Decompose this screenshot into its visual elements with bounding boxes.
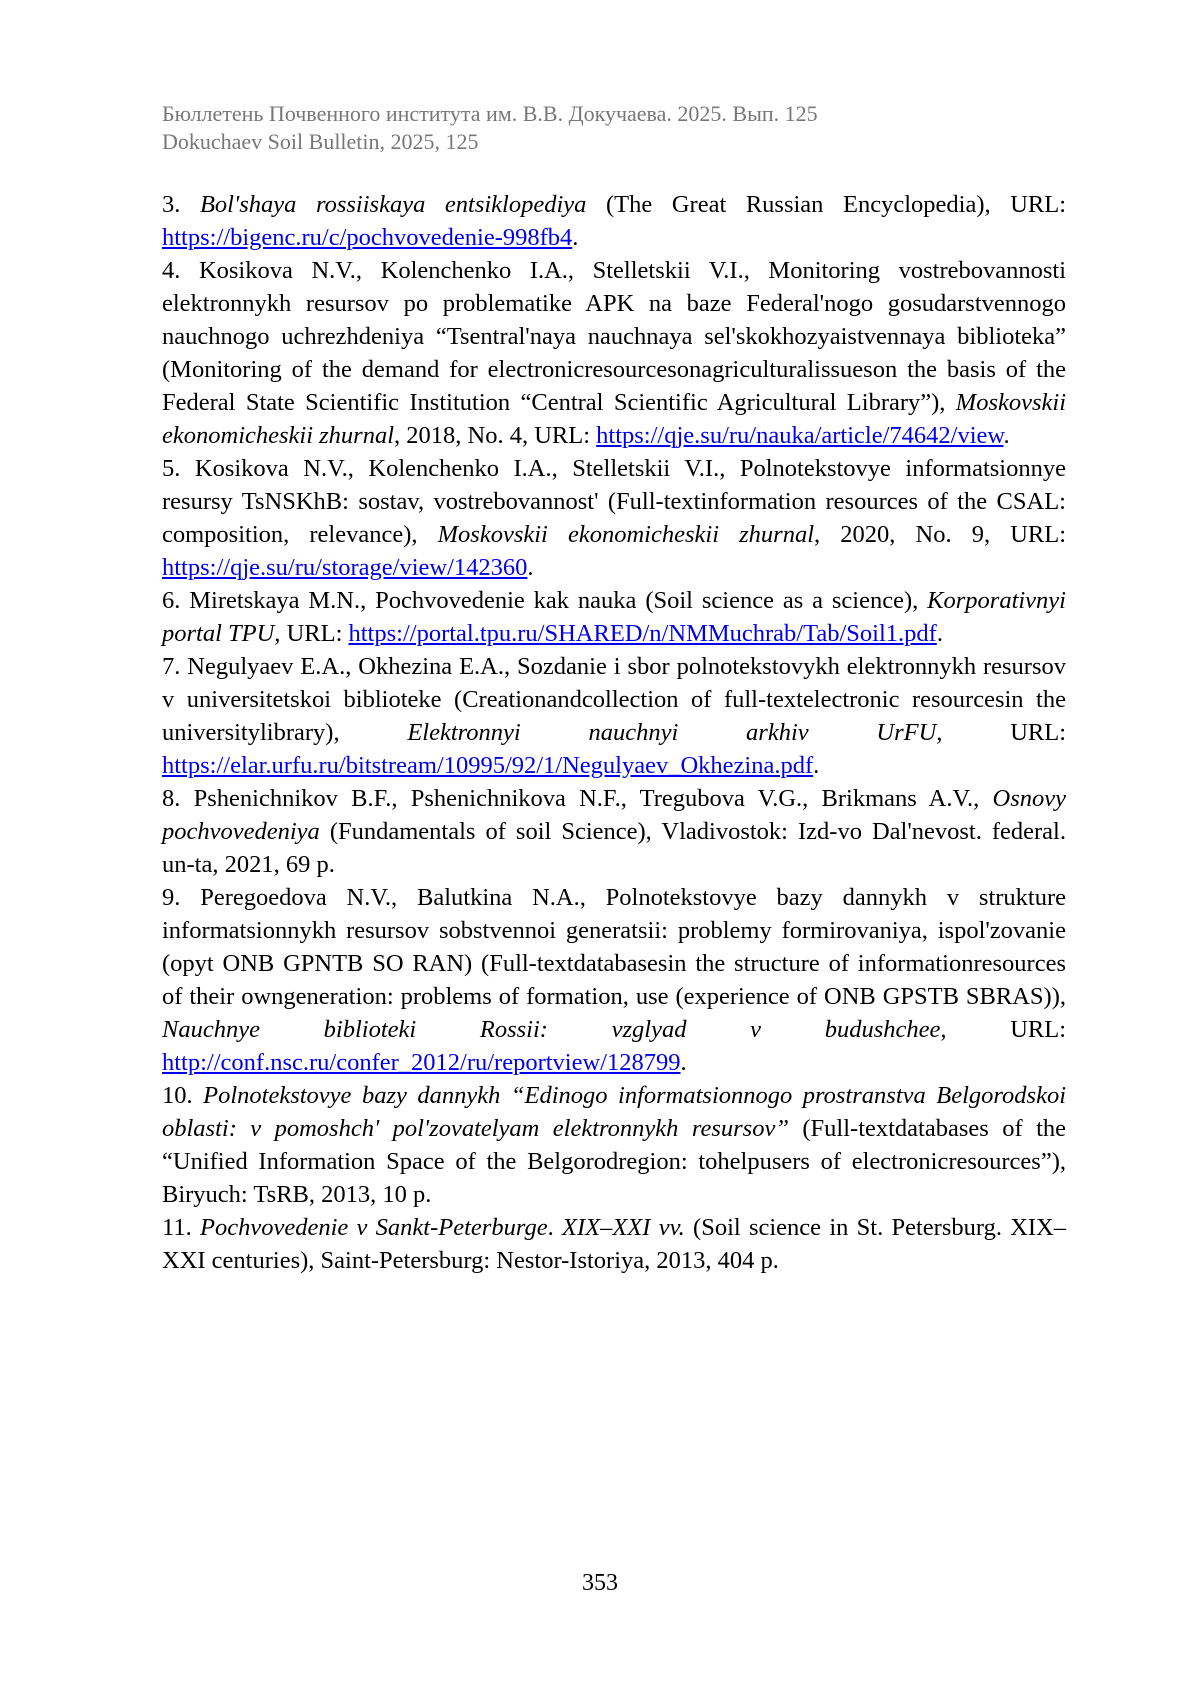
reference-number: 5. [162,455,181,482]
reference-text: Kosikova N.V., Kolenchenko I.A., Stelletskii V.I., Monitoring vostrebovannosti elektronnykh resursov po problematike APK na baze Federal'nogo gosudarstvennogo nauchnogo uchrezhdeniya “Tsentral'naya nauchnaya sel'skokhozyaistvennaya biblioteka” (Monitoring of the demand for electronicresourcesonagriculturalissueson the basis of the Federal State Scientific Institution “Central Scientific Agricultural Library”), [162,257,1066,416]
reference-text: (Full-textdatabases of the “Unified Information Space of the Belgorodregion: tohelpusers of electronicresources”), Biryuch: TsRB, 2013, 10 p. [162,1115,1066,1208]
reference-number: 3. [162,191,181,218]
reference-end: . [527,554,534,581]
reference-8 [162,782,1066,881]
reference-end: . [936,620,943,647]
reference-details: , 2020, No. 9, URL: [814,521,1066,548]
reference-number: 4. [162,257,181,284]
reference-title: Bol'shaya rossiiskaya entsiklopediya [199,191,587,218]
reference-url-link[interactable]: http://conf.nsc.ru/confer_2012/ru/reportview/128799 [162,1049,681,1076]
reference-7 [162,650,1066,782]
reference-number: 6. [162,587,181,614]
reference-number: 10. [162,1082,193,1109]
reference-end: . [813,752,820,779]
reference-9 [162,881,1066,1079]
reference-title: Polnotekstovye bazy dannykh “Edinogo informatsionnogo prostranstva Belgorodskoi oblasti: v pomoshch' pol'zovatelyam elektronnykh resursov” [162,1082,1066,1142]
reference-number: 11. [162,1214,192,1241]
reference-url-link[interactable]: https://portal.tpu.ru/SHARED/n/NMMuchrab/Tab/Soil1.pdf [348,620,937,647]
page-number: 353 [582,1570,618,1596]
reference-title-part-2: XIX–XXI vv. [562,1214,685,1241]
reference-journal: Nauchnye biblioteki Rossii: vzglyad v budushchee [162,1016,941,1043]
reference-journal: Osnovy pochvovedeniya [162,785,1066,845]
reference-text: (Soil science in St. Petersburg. XIX–XXI centuries), Saint-Petersburg: Nestor-Istoriya, 2013, 404 p. [162,1214,1067,1274]
reference-end: . [680,1049,687,1076]
reference-number: 7. [162,653,181,680]
reference-url-link[interactable]: https://qje.su/ru/storage/view/142360 [162,554,528,581]
reference-details: , URL: [940,1016,1066,1043]
reference-text: Miretskaya M.N., Pochvovedenie kak nauka (Soil science as a science), [189,587,928,614]
running-header [162,100,1062,156]
reference-title: Pochvovedenie v Sankt-Peterburge [200,1214,548,1241]
reference-url-link[interactable]: https://qje.su/ru/nauka/article/74642/view [596,422,1004,449]
reference-text: . [547,1214,562,1241]
reference-3 [162,188,1066,254]
reference-6 [162,584,1066,650]
reference-journal: Korporativnyi portal TPU, [162,587,1066,647]
reference-5 [162,452,1066,584]
reference-end: . [572,224,579,251]
reference-number: 9. [162,884,181,911]
header-line-ru: Бюллетень Почвенного института им. В.В. Докучаева. 2025. Вып. 125 [162,101,818,126]
reference-text: Kosikova N.V., Kolenchenko I.A., Stelletskii V.I., Polnotekstovye informatsionnye resursy TsNSKhB: sostav, vostrebovannost' (Full-textinformation resources of the CSAL: composition, relevance), [162,455,1066,548]
reference-11 [162,1211,1066,1277]
reference-journal: Moskovskii ekonomicheskii zhurnal [162,389,1066,449]
reference-url-link[interactable]: https://bigenc.ru/c/pochvovedenie-998fb4 [162,224,573,251]
reference-details: , 2018, No. 4, URL: [394,422,597,449]
reference-end: . [1003,422,1010,449]
reference-journal: Elektronnyi nauchnyi arkhiv UrFU, [407,719,943,746]
reference-10 [162,1079,1066,1211]
reference-number: 8. [162,785,181,812]
reference-text: (The Great Russian Encyclopedia), URL: [586,191,1067,218]
reference-journal: Moskovskii ekonomicheskii zhurnal [437,521,814,548]
reference-text: Peregoedova N.V., Balutkina N.A., Polnotekstovye bazy dannykh v strukture informatsionnykh resursov sobstvennoi generatsii: problemy formirovaniya, ispol'zovanie (opyt ONB GPNTB SO RAN) (Full-textdatabasesin the structure of informationresources of their owngeneration: problems of formation, use (experience of ONB GPSTB SBRAS)), [162,884,1066,1010]
reference-details: URL: [942,719,1067,746]
reference-4 [162,254,1066,452]
reference-details: URL: [280,620,349,647]
reference-details: (Fundamentals of soil Science), Vladivostok: Izd-vo Dal'nevost. federal. un-ta, 2021, 69 p. [162,818,1066,878]
reference-text: Negulyaev E.A., Okhezina E.A., Sozdanie i sbor polnotekstovykh elektronnykh resursov v universitetskoi biblioteke (Creationandcollection of full-textelectronic resourcesin the universitylibrary), [162,653,1067,746]
reference-list [162,188,1066,1277]
reference-url-link[interactable]: https://elar.urfu.ru/bitstream/10995/92/1/Negulyaev_Okhezina.pdf [162,752,814,779]
reference-text: Pshenichnikov B.F., Pshenichnikova N.F., Tregubova V.G., Brikmans A.V., [193,785,993,812]
header-line-en: Dokuchaev Soil Bulletin, 2025, 125 [162,129,479,154]
